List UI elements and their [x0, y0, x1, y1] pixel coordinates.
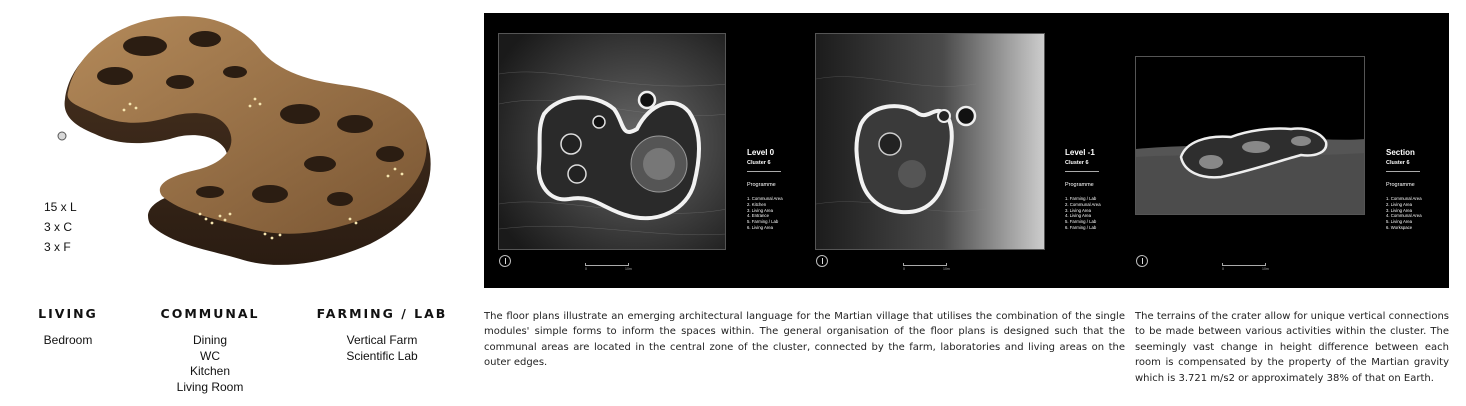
plan-list-item: 3. Living Area	[747, 207, 774, 213]
plan-subtitle: Cluster 6	[1065, 160, 1089, 166]
north-arrow-icon	[499, 255, 511, 267]
plan-title: Level 0	[747, 148, 775, 157]
programme-item: Kitchen	[189, 364, 231, 378]
section-drawing	[1135, 56, 1365, 215]
programme-item: Vertical Farm	[346, 333, 418, 347]
plan-list-item: 1. Farming / Lab	[1065, 196, 1097, 201]
scale-label-end: 10m	[943, 267, 950, 271]
programme-item: Living Room	[176, 379, 244, 394]
plan-list-item: 5. Farming / Lab	[747, 219, 779, 225]
plan-list-item: 2. Living Area	[1386, 201, 1413, 207]
plan-list-item: 4. Living Area	[1065, 213, 1092, 219]
plan-list-item: 4. Entrance	[747, 213, 769, 219]
section-caption	[1386, 148, 1422, 231]
programme-farming-lab	[314, 306, 450, 364]
cluster-3d-model	[20, 4, 450, 284]
plan-subtitle: Cluster 6	[747, 160, 771, 166]
count-farming: 3 x F	[44, 240, 71, 254]
programme-living-title: LIVING	[38, 306, 98, 321]
programme-communal-title: COMMUNAL	[160, 306, 260, 321]
programme-living	[34, 306, 102, 349]
plan-list-item: 6. Workspace	[1386, 224, 1413, 230]
plan-list-item: 1. Communal Area	[747, 196, 783, 201]
divider	[1065, 171, 1099, 172]
plans-panel	[484, 13, 1449, 288]
scale-label-start: 0	[585, 267, 587, 271]
plan-title: Level -1	[1065, 148, 1095, 157]
programme-item: WC	[200, 348, 220, 363]
programme-item: Bedroom	[43, 333, 93, 347]
plan-level-0-drawing	[498, 33, 726, 250]
plan-list-item: 1. Communal Area	[1386, 196, 1422, 201]
plan-list-item: 2. Communal Area	[1065, 201, 1101, 207]
plan-level-0-caption	[747, 148, 783, 231]
plan-list-item: 5. Farming / Lab	[1065, 219, 1097, 225]
plan-list-item: 3. Living Area	[1065, 207, 1092, 213]
scale-label-end: 10m	[1262, 267, 1269, 271]
programme-communal	[158, 306, 262, 395]
divider	[1386, 171, 1420, 172]
north-arrow-icon	[816, 255, 828, 267]
scale-label-start: 0	[1222, 267, 1224, 271]
count-living: 15 x L	[44, 200, 77, 214]
plan-list-item: 6. Farming / Lab	[1065, 224, 1097, 230]
count-communal: 3 x C	[44, 220, 73, 234]
programme-label: Programme	[1065, 182, 1094, 188]
floor-plans-description: The floor plans illustrate an emerging architectural language for the Martian village that utilises the combination of the single modules' simple forms to inform the spaces within. The general organisation of the floor plans is designed such that the communal areas are located in the central zone of the cluster, connected by the farm, laboratories and living areas on the outer edges.	[484, 311, 1125, 369]
module-counts	[44, 197, 77, 257]
programme-label: Programme	[1386, 182, 1415, 188]
scale-label-end: 10m	[625, 267, 632, 271]
plan-list-item: 4. Communal Area	[1386, 213, 1422, 219]
plan-level-minus-1-caption	[1065, 148, 1101, 231]
programme-item: Dining	[192, 333, 228, 347]
plan-title: Section	[1386, 148, 1415, 157]
plan-list-item: 2. Kitchen	[747, 201, 767, 207]
crater-terrain-description: The terrains of the crater allow for unique vertical connections to be made between various activities within the cluster. The seemingly vast change in height difference between each room is compensated by the property of the Martian gravity which is 3.721 m/s2 or approximately 38% of that on Earth.	[1135, 311, 1449, 384]
north-arrow-icon	[1136, 255, 1148, 267]
programme-item: Scientific Lab	[346, 348, 418, 363]
plan-level-minus-1-drawing	[815, 33, 1045, 250]
plan-list-item: 6. Living Area	[747, 224, 774, 230]
plan-list-item: 3. Living Area	[1386, 207, 1413, 213]
divider	[747, 171, 781, 172]
programme-farming-title: FARMING / LAB	[316, 306, 448, 321]
programme-label: Programme	[747, 182, 776, 188]
plan-list-item: 5. Living Area	[1386, 219, 1413, 225]
scale-label-start: 0	[903, 267, 905, 271]
plan-subtitle: Cluster 6	[1386, 160, 1410, 166]
